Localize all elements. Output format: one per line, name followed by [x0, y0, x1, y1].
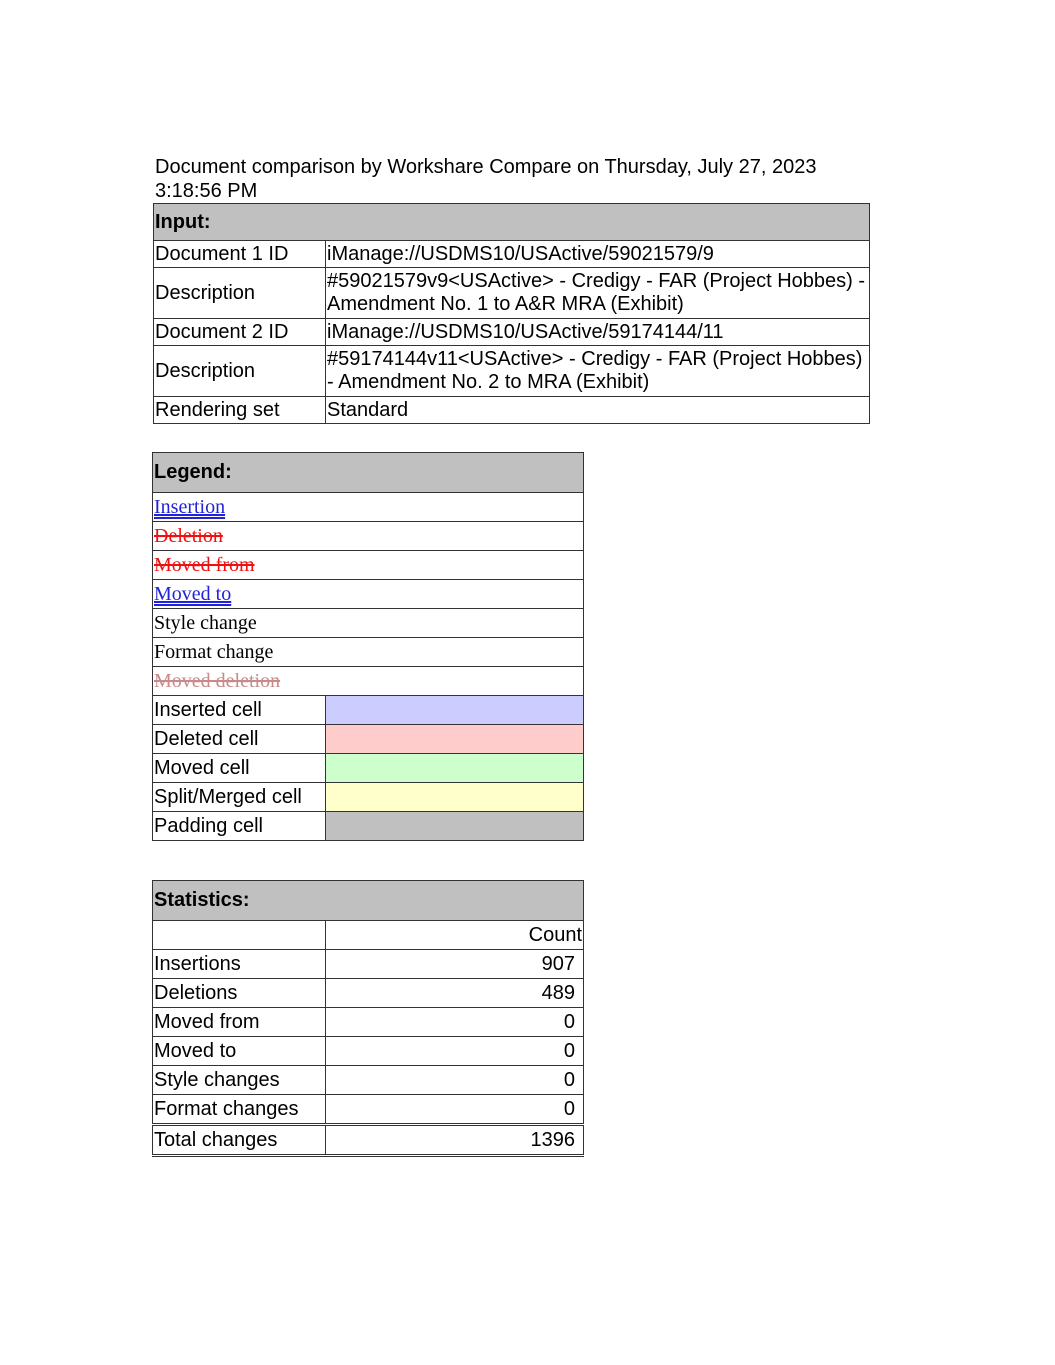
input-row-rendering-set [154, 397, 870, 424]
statistics-row-moved-from [153, 1008, 584, 1037]
statistics-row-deletions [153, 979, 584, 1008]
legend-format-change-sample: Format change [154, 640, 274, 663]
legend-cell-label: Deleted cell [153, 725, 326, 754]
input-value: iManage://USDMS10/USActive/59021579/9 [326, 241, 870, 268]
empty-header-cell [153, 921, 326, 950]
legend-row-moved-to [153, 580, 584, 609]
legend-style-change-sample: Style change [154, 611, 257, 634]
legend-row-style-change [153, 609, 584, 638]
count-column-header: Count [326, 921, 584, 950]
input-value: Standard [326, 397, 870, 424]
moved-cell-swatch [326, 754, 584, 783]
statistics-row-total-changes [153, 1125, 584, 1156]
statistic-count: 489 [326, 979, 584, 1008]
statistics-column-header-row [153, 921, 584, 950]
deleted-cell-swatch [326, 725, 584, 754]
legend-row-format-change [153, 638, 584, 667]
padding-cell-swatch [326, 812, 584, 841]
input-label: Description [154, 346, 326, 397]
input-value: iManage://USDMS10/USActive/59174144/11 [326, 319, 870, 346]
legend-insertion-sample: Insertion [154, 495, 226, 518]
legend-row-moved-deletion [153, 667, 584, 696]
legend-row-padding-cell [153, 812, 584, 841]
legend-moved-deletion-sample: Moved deletion [154, 669, 281, 692]
statistic-label: Insertions [153, 950, 326, 979]
input-label: Document 1 ID [154, 241, 326, 268]
input-value: #59174144v11<USActive> - Credigy - FAR (Project Hobbes) - Amendment No. 2 to MRA (Exhibit) [326, 346, 870, 397]
statistic-label: Style changes [153, 1066, 326, 1095]
input-heading: Input: [154, 204, 870, 241]
split-merged-cell-swatch [326, 783, 584, 812]
statistics-row-format-changes [153, 1095, 584, 1125]
input-label: Description [154, 268, 326, 319]
statistic-count: 0 [326, 1066, 584, 1095]
statistic-count: 907 [326, 950, 584, 979]
input-row-description-1 [154, 268, 870, 319]
input-row-document-1-id [154, 241, 870, 268]
inserted-cell-swatch [326, 696, 584, 725]
statistic-label: Moved from [153, 1008, 326, 1037]
input-label: Document 2 ID [154, 319, 326, 346]
legend-row-deleted-cell [153, 725, 584, 754]
legend-row-inserted-cell [153, 696, 584, 725]
legend-moved-from-sample: Moved from [154, 553, 255, 576]
input-label: Rendering set [154, 397, 326, 424]
statistics-row-insertions [153, 950, 584, 979]
input-row-document-2-id [154, 319, 870, 346]
legend-cell-label: Padding cell [153, 812, 326, 841]
statistic-count: 0 [326, 1037, 584, 1066]
input-value: #59021579v9<USActive> - Credigy - FAR (Project Hobbes) - Amendment No. 1 to A&R MRA (Exhibit) [326, 268, 870, 319]
legend-cell-label: Split/Merged cell [153, 783, 326, 812]
statistics-table [152, 880, 584, 1157]
legend-table [152, 452, 584, 841]
statistics-row-style-changes [153, 1066, 584, 1095]
statistic-label: Moved to [153, 1037, 326, 1066]
legend-deletion-sample: Deletion [154, 524, 223, 547]
total-label: Total changes [153, 1125, 326, 1156]
legend-cell-label: Inserted cell [153, 696, 326, 725]
comparison-title: Document comparison by Workshare Compare on Thursday, July 27, 2023 3:18:56 PM [155, 156, 817, 202]
input-table [153, 203, 870, 424]
statistics-heading: Statistics: [153, 881, 584, 921]
statistics-row-moved-to [153, 1037, 584, 1066]
legend-cell-label: Moved cell [153, 754, 326, 783]
legend-heading: Legend: [153, 453, 584, 493]
total-count: 1396 [326, 1125, 584, 1156]
legend-moved-to-sample: Moved to [154, 582, 232, 605]
legend-row-insertion [153, 493, 584, 522]
input-row-description-2 [154, 346, 870, 397]
statistic-count: 0 [326, 1095, 584, 1125]
legend-row-split-merged-cell [153, 783, 584, 812]
legend-row-deletion [153, 522, 584, 551]
statistic-count: 0 [326, 1008, 584, 1037]
statistic-label: Deletions [153, 979, 326, 1008]
legend-row-moved-cell [153, 754, 584, 783]
legend-row-moved-from [153, 551, 584, 580]
statistic-label: Format changes [153, 1095, 326, 1125]
